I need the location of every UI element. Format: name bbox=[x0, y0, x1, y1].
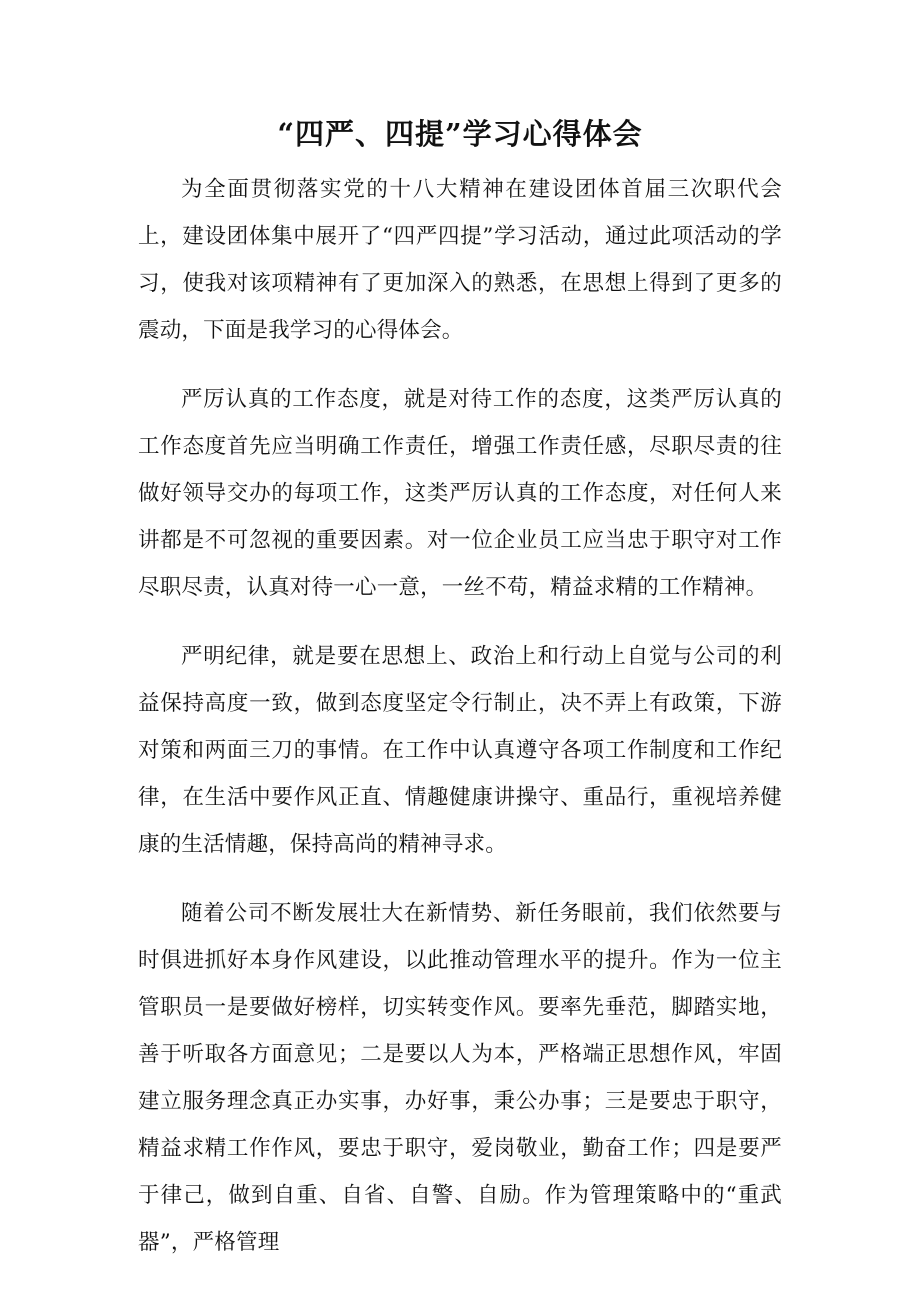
paragraph-work-attitude: 严厉认真的工作态度，就是对待工作的态度，这类严厉认真的工作态度首先应当明确工作责任，增强工作责任感，尽职尽责的往做好领导交办的每项工作，这类严厉认真的工作态度，对任何人来讲都是不可忽视的重要因素。对一位企业员工应当忠于职守对工作尽职尽责，认真对待一心一意，一丝不苟，精益求精的工作精神。 bbox=[138, 387, 782, 600]
document-title: “四严、四提”学习心得体会 bbox=[277, 117, 643, 151]
document-body bbox=[138, 166, 782, 1266]
paragraph-intro: 为全面贯彻落实党的十八大精神在建设团体首届三次职代会上，建设团体集中展开了“四严四提”学习活动，通过此项活动的学习，使我对该项精神有了更加深入的熟悉，在思想上得到了更多的震动，下面是我学习的心得体会。 bbox=[138, 177, 782, 343]
paragraph-discipline: 严明纪律，就是要在思想上、政治上和行动上自觉与公司的利益保持高度一致，做到态度坚定令行制止，决不弄上有政策，下游对策和两面三刀的事情。在工作中认真遵守各项工作制度和工作纪律，在生活中要作风正直、情趣健康讲操守、重品行，重视培养健康的生活情趣，保持高尚的精神寻求。 bbox=[138, 644, 782, 857]
paragraph-work-style: 随着公司不断发展壮大在新情势、新任务眼前，我们依然要与时俱进抓好本身作风建设，以此推动管理水平的提升。作为一位主管职员一是要做好榜样，切实转变作风。要率先垂范，脚踏实地，善于听取各方面意见；二是要以人为本，严格端正思想作风，牢固建立服务理念真正办实事，办好事，秉公办事；三是要忠于职守，精益求精工作作风，要忠于职守，爱岗敬业，勤奋工作；四是要严于律己，做到自重、自省、自警、自励。作为管理策略中的“重武器”，严格管理 bbox=[138, 901, 782, 1255]
